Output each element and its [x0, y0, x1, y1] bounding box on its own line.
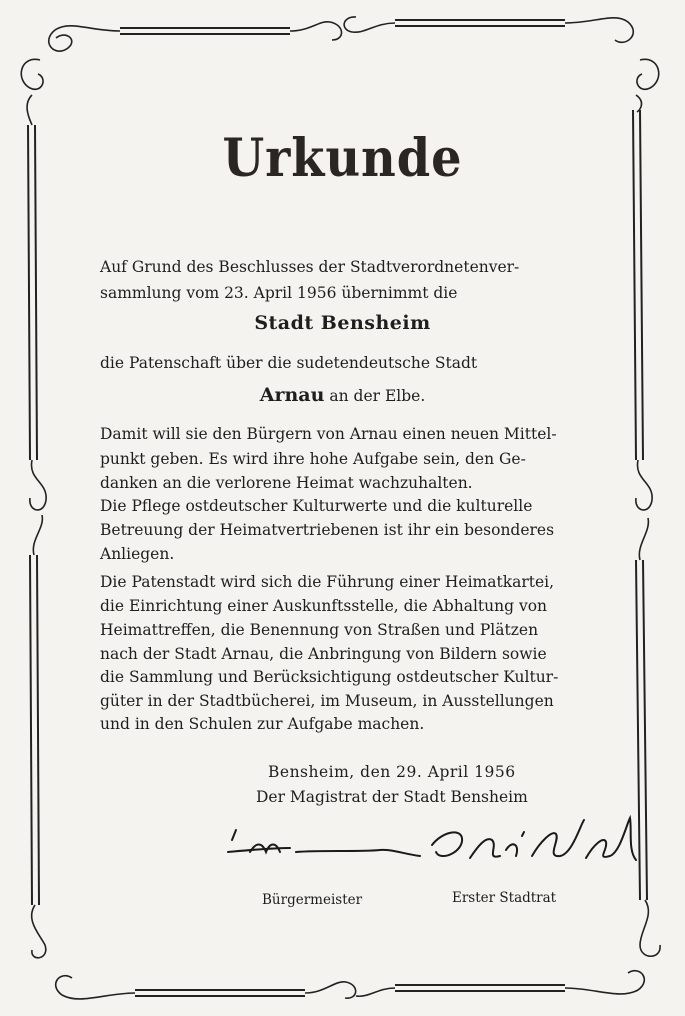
document-title: Urkunde	[222, 128, 463, 189]
signature-left-stroke	[296, 850, 420, 856]
signature-right-stroke	[586, 818, 636, 860]
paragraph4-line: die Einrichtung einer Auskunftsstelle, die Abhaltung von	[100, 597, 548, 615]
arnau-suffix: an der Elbe.	[329, 387, 426, 405]
issuing-authority: Der Magistrat der Stadt Bensheim	[256, 788, 528, 806]
paragraph2-line: Damit will sie den Bürgern von Arnau einen neuen Mittel-	[100, 425, 557, 443]
signature-right-stroke	[470, 839, 500, 858]
paragraph2-line: danken an die verlorene Heimat wachzuhalten.	[100, 474, 473, 492]
paragraph3-line: Betreuung der Heimatvertriebenen ist ihr ein besonderes	[100, 521, 555, 539]
signature-right-stroke	[532, 820, 584, 856]
paragraph4-line: und in den Schulen zur Aufgabe machen.	[100, 715, 425, 733]
paragraph4-line: Heimattreffen, die Benennung von Straßen und Plätzen	[100, 621, 539, 639]
paragraph4-line: güter in der Stadtbücherei, im Museum, in Ausstellungen	[100, 692, 554, 710]
paragraph4-line: Die Patenstadt wird sich die Führung einer Heimatkartei,	[100, 573, 555, 591]
paragraph1-line2: sammlung vom 23. April 1956 übernimmt die	[100, 284, 458, 302]
arnau-name: Arnau	[259, 384, 325, 406]
paragraph3-line: Die Pflege ostdeutscher Kulturwerte und die kulturelle	[100, 497, 533, 515]
place-date: Bensheim, den 29. April 1956	[268, 763, 516, 781]
paragraph4-line: nach der Stadt Arnau, die Anbringung von Bildern sowie	[100, 645, 547, 663]
signature-right-stroke	[506, 832, 524, 856]
patenschaft-line: die Patenschaft über die sudetendeutsche Stadt	[100, 354, 478, 372]
city-name: Stadt Bensheim	[254, 312, 431, 334]
paragraph1-line1: Auf Grund des Beschlusses der Stadtverordnetenver-	[100, 258, 520, 276]
mayor-label: Bürgermeister	[262, 892, 363, 908]
paragraph2-line: punkt geben. Es wird ihre hohe Aufgabe sein, den Ge-	[100, 450, 526, 468]
paragraph3-line: Anliegen.	[100, 545, 175, 563]
paragraph4-line: die Sammlung und Berücksichtigung ostdeutscher Kultur-	[100, 668, 559, 686]
first-councillor-label: Erster Stadtrat	[452, 890, 557, 906]
signature-right-stroke	[432, 832, 462, 856]
